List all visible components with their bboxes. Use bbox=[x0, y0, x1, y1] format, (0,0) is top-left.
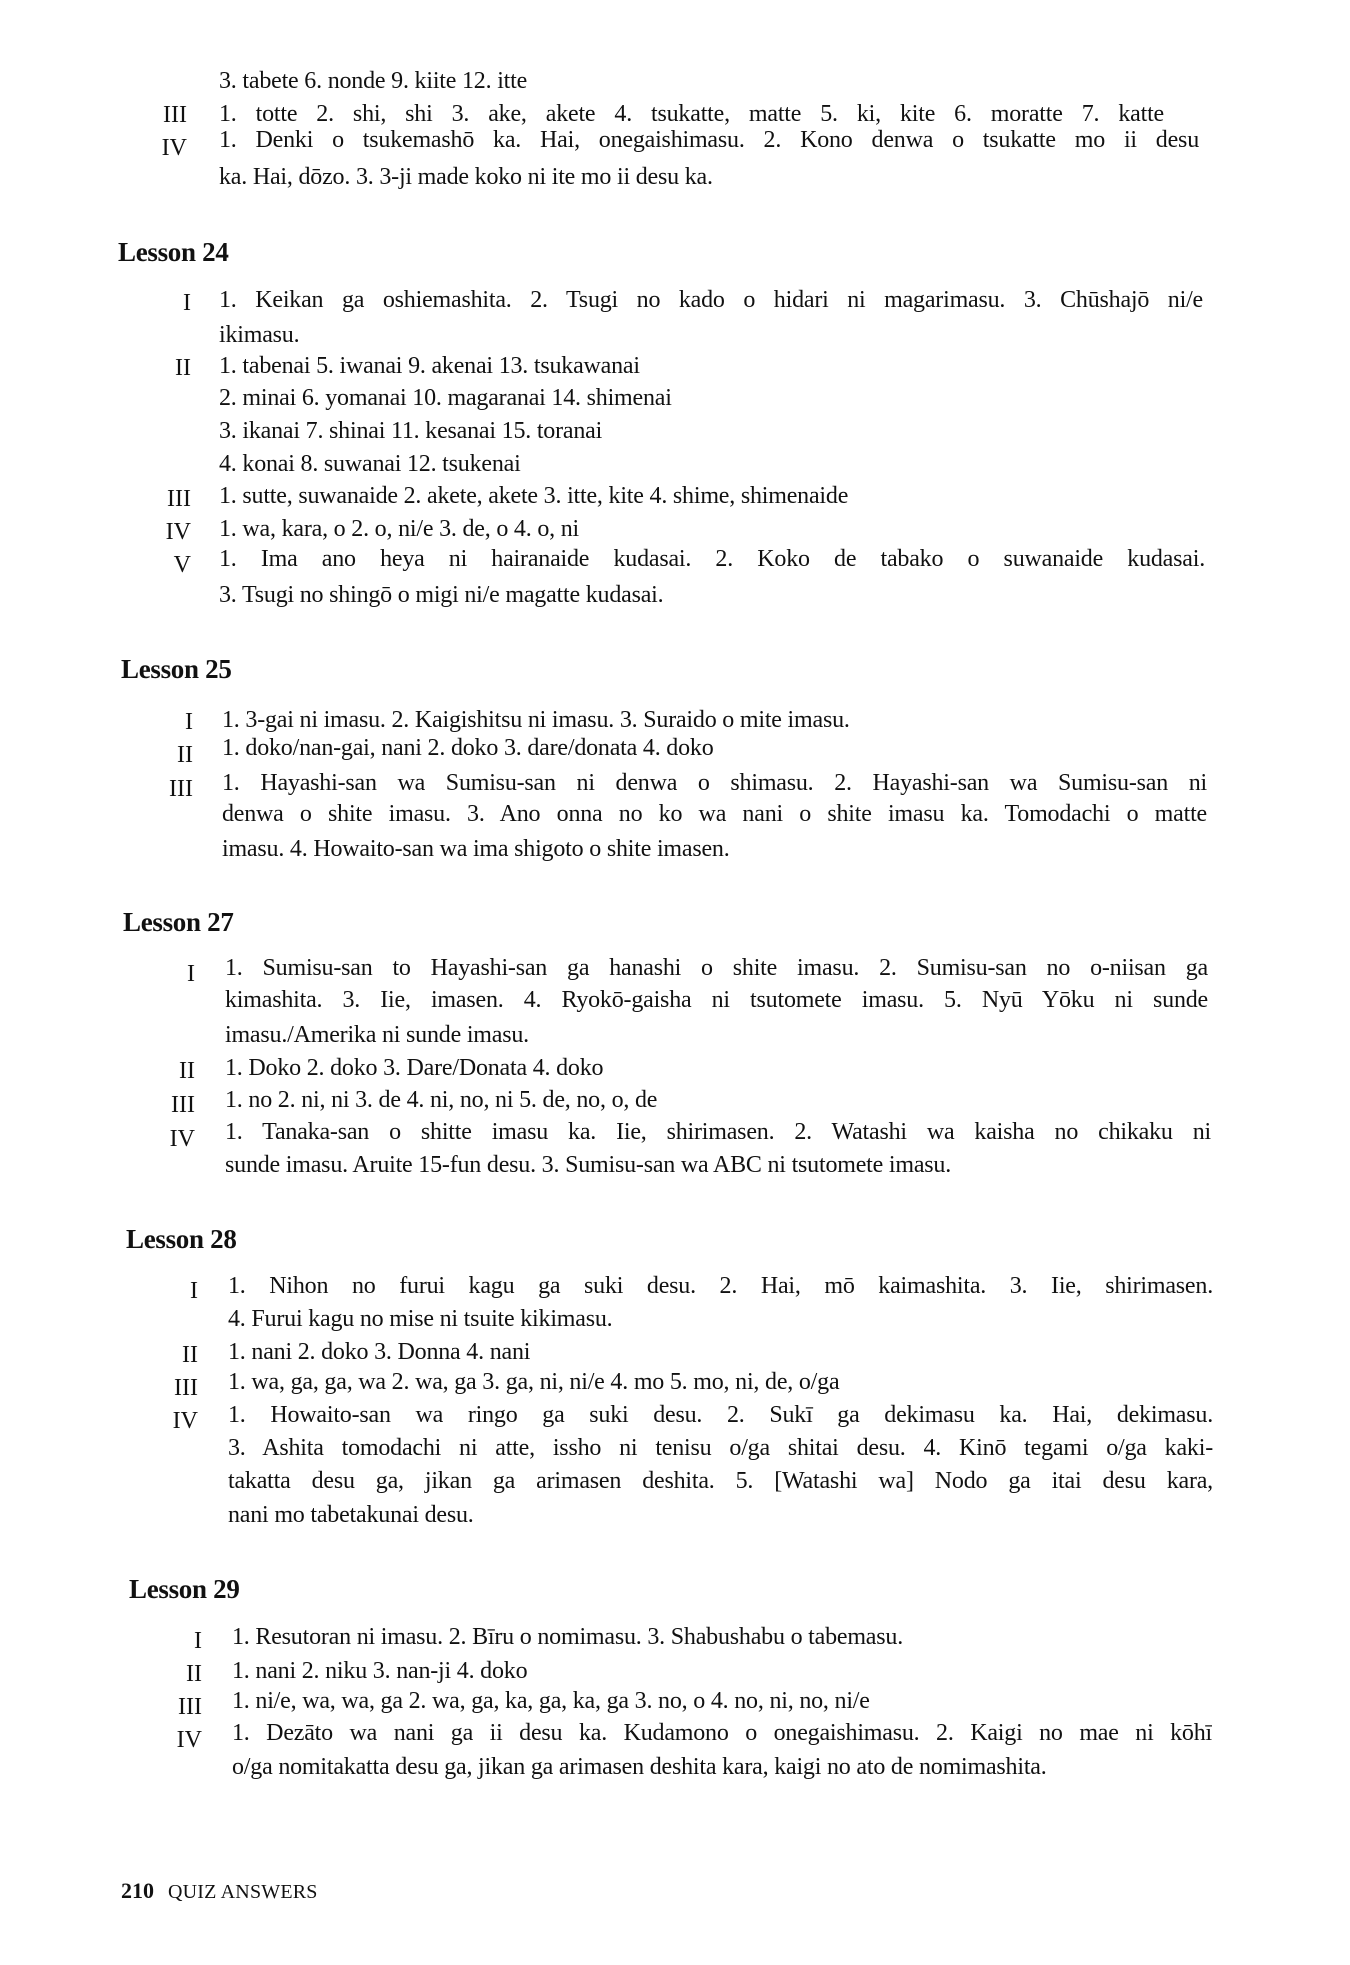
answer-line: sunde imasu. Aruite 15-fun desu. 3. Sumisu-san wa ABC ni tsutomete imasu. bbox=[225, 1152, 952, 1178]
answer-line: 1. totte 2. shi, shi 3. ake, akete 4. tsukatte, matte 5. ki, kite 6. moratte 7. katte bbox=[219, 101, 1164, 127]
section-numeral: II bbox=[182, 1342, 198, 1368]
answer-line: 1. Doko 2. doko 3. Dare/Donata 4. doko bbox=[225, 1055, 604, 1081]
section-numeral: III bbox=[169, 776, 193, 802]
answer-line: 1. Denki o tsukemashō ka. Hai, onegaishimasu. 2. Kono denwa o tsukatte mo ii desu bbox=[219, 127, 1199, 153]
answer-line: 1. Nihon no furui kagu ga suki desu. 2. Hai, mō kaimashita. 3. Iie, shirimasen. bbox=[228, 1273, 1213, 1299]
answer-line: 2. minai 6. yomanai 10. magaranai 14. shimenai bbox=[219, 385, 672, 411]
answer-line: o/ga nomitakatta desu ga, jikan ga arimasen deshita kara, kaigi no ato de nomimashita. bbox=[232, 1754, 1047, 1780]
answer-line: denwa o shite imasu. 3. Ano onna no ko wa nani o shite imasu ka. Tomodachi o matte bbox=[222, 801, 1207, 827]
section-numeral: III bbox=[167, 486, 191, 512]
section-numeral: I bbox=[194, 1628, 202, 1654]
section-numeral: III bbox=[171, 1092, 195, 1118]
answer-line: 3. Tsugi no shingō o migi ni/e magatte kudasai. bbox=[219, 582, 664, 608]
answer-line: ka. Hai, dōzo. 3. 3-ji made koko ni ite mo ii desu ka. bbox=[219, 164, 713, 190]
answer-line: 1. Ima ano heya ni hairanaide kudasai. 2. Koko de tabako o suwanaide kudasai. bbox=[219, 546, 1205, 572]
answer-line: 1. 3-gai ni imasu. 2. Kaigishitsu ni imasu. 3. Suraido o mite imasu. bbox=[222, 707, 850, 733]
page-number: 210 bbox=[121, 1878, 154, 1903]
section-numeral: I bbox=[190, 1278, 198, 1304]
answer-line: 1. Howaito-san wa ringo ga suki desu. 2. Sukī ga dekimasu ka. Hai, dekimasu. bbox=[228, 1402, 1213, 1428]
answer-line: 1. nani 2. doko 3. Donna 4. nani bbox=[228, 1339, 531, 1365]
answer-line: 4. Furui kagu no mise ni tsuite kikimasu. bbox=[228, 1306, 613, 1332]
answer-line: 1. wa, kara, o 2. o, ni/e 3. de, o 4. o, ni bbox=[219, 516, 579, 542]
answer-line: 3. tabete 6. nonde 9. kiite 12. itte bbox=[219, 68, 528, 94]
answer-line: nani mo tabetakunai desu. bbox=[228, 1502, 474, 1528]
section-numeral: IV bbox=[176, 1727, 202, 1753]
section-numeral: IV bbox=[165, 519, 191, 545]
answer-line: 1. Resutoran ni imasu. 2. Bīru o nomimasu. 3. Shabushabu o tabemasu. bbox=[232, 1624, 903, 1650]
answer-line: 4. konai 8. suwanai 12. tsukenai bbox=[219, 451, 521, 477]
section-numeral: II bbox=[179, 1058, 195, 1084]
section-numeral: III bbox=[178, 1694, 202, 1720]
answer-line: 1. sutte, suwanaide 2. akete, akete 3. itte, kite 4. shime, shimenaide bbox=[219, 483, 849, 509]
answer-line: kimashita. 3. Iie, imasen. 4. Ryokō-gaisha ni tsutomete imasu. 5. Nyū Yōku ni sunde bbox=[225, 987, 1208, 1013]
section-numeral: III bbox=[163, 102, 187, 128]
page-footer bbox=[121, 1878, 318, 1905]
answer-line: 1. wa, ga, ga, wa 2. wa, ga 3. ga, ni, ni/e 4. mo 5. mo, ni, de, o/ga bbox=[228, 1369, 840, 1395]
answer-line: 1. doko/nan-gai, nani 2. doko 3. dare/donata 4. doko bbox=[222, 735, 714, 761]
section-numeral: I bbox=[185, 709, 193, 735]
answer-line: 1. ni/e, wa, wa, ga 2. wa, ga, ka, ga, ka, ga 3. no, o 4. no, ni, no, ni/e bbox=[232, 1688, 870, 1714]
answer-line: 1. tabenai 5. iwanai 9. akenai 13. tsukawanai bbox=[219, 353, 640, 379]
section-numeral: II bbox=[177, 742, 193, 768]
section-numeral: II bbox=[175, 355, 191, 381]
answer-line: 3. ikanai 7. shinai 11. kesanai 15. toranai bbox=[219, 418, 603, 444]
lesson-heading: Lesson 28 bbox=[126, 1224, 237, 1254]
answer-line: 1. Keikan ga oshiemashita. 2. Tsugi no kado o hidari ni magarimasu. 3. Chūshajō ni/e bbox=[219, 287, 1203, 313]
section-numeral: V bbox=[173, 552, 191, 578]
answer-line: imasu. 4. Howaito-san wa ima shigoto o shite imasen. bbox=[222, 836, 730, 862]
section-numeral: III bbox=[174, 1375, 198, 1401]
answer-line: 3. Ashita tomodachi ni atte, issho ni tenisu o/ga shitai desu. 4. Kinō tegami o/ga kaki- bbox=[228, 1435, 1213, 1461]
answer-line: 1. Sumisu-san to Hayashi-san ga hanashi o shite imasu. 2. Sumisu-san no o-niisan ga bbox=[225, 955, 1208, 981]
section-numeral: I bbox=[183, 290, 191, 316]
section-numeral: IV bbox=[169, 1126, 195, 1152]
answer-line: 1. Tanaka-san o shitte imasu ka. Iie, shirimasen. 2. Watashi wa kaisha no chikaku ni bbox=[225, 1119, 1211, 1145]
answer-line: takatta desu ga, jikan ga arimasen deshita. 5. [Watashi wa] Nodo ga itai desu kara, bbox=[228, 1468, 1213, 1494]
section-numeral: IV bbox=[172, 1408, 198, 1434]
lesson-heading: Lesson 25 bbox=[121, 654, 232, 684]
lesson-heading: Lesson 24 bbox=[118, 237, 229, 267]
answer-line: 1. no 2. ni, ni 3. de 4. ni, no, ni 5. de, no, o, de bbox=[225, 1087, 658, 1113]
answer-line: ikimasu. bbox=[219, 322, 300, 348]
lesson-heading: Lesson 27 bbox=[123, 907, 234, 937]
section-numeral: II bbox=[186, 1661, 202, 1687]
answer-line: 1. nani 2. niku 3. nan-ji 4. doko bbox=[232, 1658, 528, 1684]
lesson-heading: Lesson 29 bbox=[129, 1574, 240, 1604]
answer-line: 1. Hayashi-san wa Sumisu-san ni denwa o shimasu. 2. Hayashi-san wa Sumisu-san ni bbox=[222, 770, 1207, 796]
running-footer-title: QUIZ ANSWERS bbox=[168, 1881, 318, 1903]
section-numeral: I bbox=[187, 961, 195, 987]
answer-line: 1. Dezāto wa nani ga ii desu ka. Kudamono o onegaishimasu. 2. Kaigi no mae ni kōhī bbox=[232, 1720, 1212, 1746]
section-numeral: IV bbox=[161, 135, 187, 161]
answer-line: imasu./Amerika ni sunde imasu. bbox=[225, 1022, 529, 1048]
